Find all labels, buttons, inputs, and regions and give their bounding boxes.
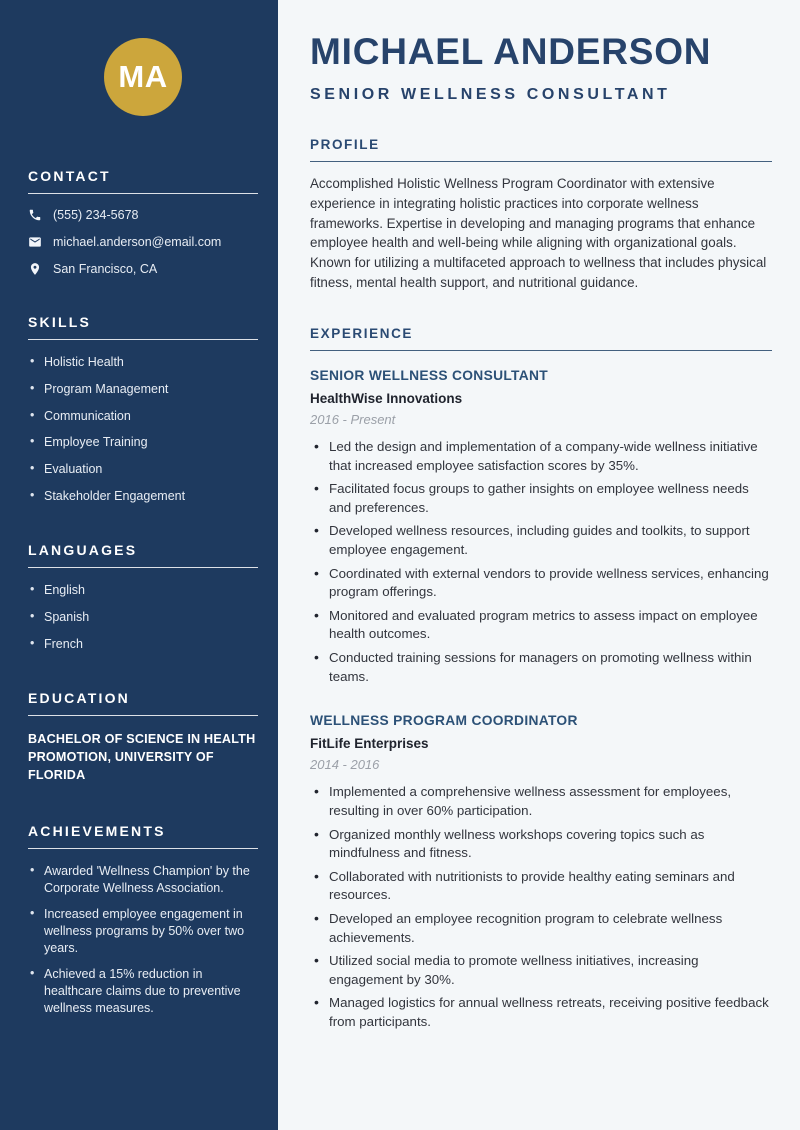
achievements-list (28, 863, 258, 1018)
profile-text: Accomplished Holistic Wellness Program Coordinator with extensive experience in integrating holistic practices into corporate wellness frameworks. Expertise in developing and managing programs that enhance employee health and well-being while aligning with organizational goals. Known for utilizing a multifaceted approach to wellness that includes physical fitness, mental health support, and nutritional guidance. (310, 176, 767, 291)
skill-item: • Employee Training (28, 434, 258, 450)
job-company: HealthWise Innovations (310, 390, 463, 406)
phone-value: (555) 234-5678 (53, 208, 139, 222)
skill-item: • Stakeholder Engagement (28, 488, 258, 504)
job-dates: 2014 - 2016 (310, 757, 380, 773)
location-value: San Francisco, CA (53, 262, 158, 276)
job-bullet-list (310, 438, 772, 686)
achievements-section (28, 823, 258, 1018)
sidebar (0, 0, 278, 1130)
job-bullet: • Conducted training sessions for managers on promoting wellness within teams. (310, 649, 772, 686)
skill-item: • Evaluation (28, 461, 258, 477)
achievement-item: • Achieved a 15% reduction in healthcare claims due to preventive wellness measures. (28, 966, 258, 1017)
language-item: • French (28, 636, 258, 652)
job-bullet: • Coordinated with external vendors to provide wellness services, enhancing program offerings. (310, 565, 772, 602)
email-value: michael.anderson@email.com (53, 235, 222, 249)
skill-item: • Communication (28, 408, 258, 424)
job-entry (310, 713, 772, 1031)
job-bullet: • Implemented a comprehensive wellness assessment for employees, resulting in over 60% participation. (310, 783, 772, 820)
experience-heading: EXPERIENCE (310, 326, 772, 351)
job-bullet: • Monitored and evaluated program metrics to assess impact on employee health outcomes. (310, 607, 772, 644)
achievement-item: • Increased employee engagement in wellness programs by 50% over two years. (28, 906, 258, 957)
job-bullet: • Led the design and implementation of a company-wide wellness initiative that increased employee satisfaction scores by 35%. (310, 438, 772, 475)
job-bullet: • Developed wellness resources, including guides and toolkits, to support employee engagement. (310, 522, 772, 559)
job-dates: 2016 - Present (310, 411, 396, 427)
phone-icon (28, 208, 42, 222)
experience-section (310, 326, 772, 1032)
education-section (28, 690, 258, 785)
job-bullet: • Managed logistics for annual wellness retreats, receiving positive feedback from participants. (310, 994, 772, 1031)
contact-heading: CONTACT (28, 168, 258, 194)
job-bullet: • Collaborated with nutritionists to provide healthy eating seminars and resources. (310, 868, 772, 905)
email-icon (28, 235, 42, 249)
education-heading: EDUCATION (28, 690, 258, 716)
achievements-heading: ACHIEVEMENTS (28, 823, 258, 849)
language-item: • English (28, 582, 258, 598)
job-entry (310, 368, 772, 686)
languages-section (28, 542, 258, 652)
profile-section (310, 137, 772, 293)
languages-heading: LANGUAGES (28, 542, 258, 568)
languages-list (28, 582, 258, 652)
person-title: SENIOR WELLNESS CONSULTANT (310, 86, 671, 103)
skills-heading: SKILLS (28, 314, 258, 340)
main-content (278, 0, 800, 1130)
job-bullet-list (310, 783, 772, 1031)
job-bullet: • Facilitated focus groups to gather insights on employee wellness needs and preferences. (310, 480, 772, 517)
contact-location-row (28, 262, 258, 276)
contact-section (28, 168, 258, 276)
job-bullet: • Developed an employee recognition program to celebrate wellness achievements. (310, 910, 772, 947)
skill-item: • Program Management (28, 381, 258, 397)
job-company: FitLife Enterprises (310, 736, 429, 752)
profile-heading: PROFILE (310, 137, 772, 162)
contact-phone-row (28, 208, 258, 222)
skills-section (28, 314, 258, 504)
job-bullet: • Organized monthly wellness workshops covering topics such as mindfulness and fitness. (310, 826, 772, 863)
skills-list (28, 354, 258, 504)
skill-item: • Holistic Health (28, 354, 258, 370)
location-pin-icon (28, 262, 42, 276)
achievement-item: • Awarded 'Wellness Champion' by the Corporate Wellness Association. (28, 863, 258, 897)
job-role: WELLNESS PROGRAM COORDINATOR (310, 713, 578, 729)
person-name: MICHAEL ANDERSON (310, 31, 712, 72)
education-degree: BACHELOR OF SCIENCE IN HEALTH PROMOTION, UNIVERSITY OF FLORIDA (28, 731, 256, 783)
job-bullet: • Utilized social media to promote wellness initiatives, increasing engagement by 30%. (310, 952, 772, 989)
job-role: SENIOR WELLNESS CONSULTANT (310, 367, 549, 383)
avatar (104, 38, 182, 116)
contact-email-row (28, 235, 258, 249)
language-item: • Spanish (28, 609, 258, 625)
avatar-initials: MA (118, 59, 168, 94)
